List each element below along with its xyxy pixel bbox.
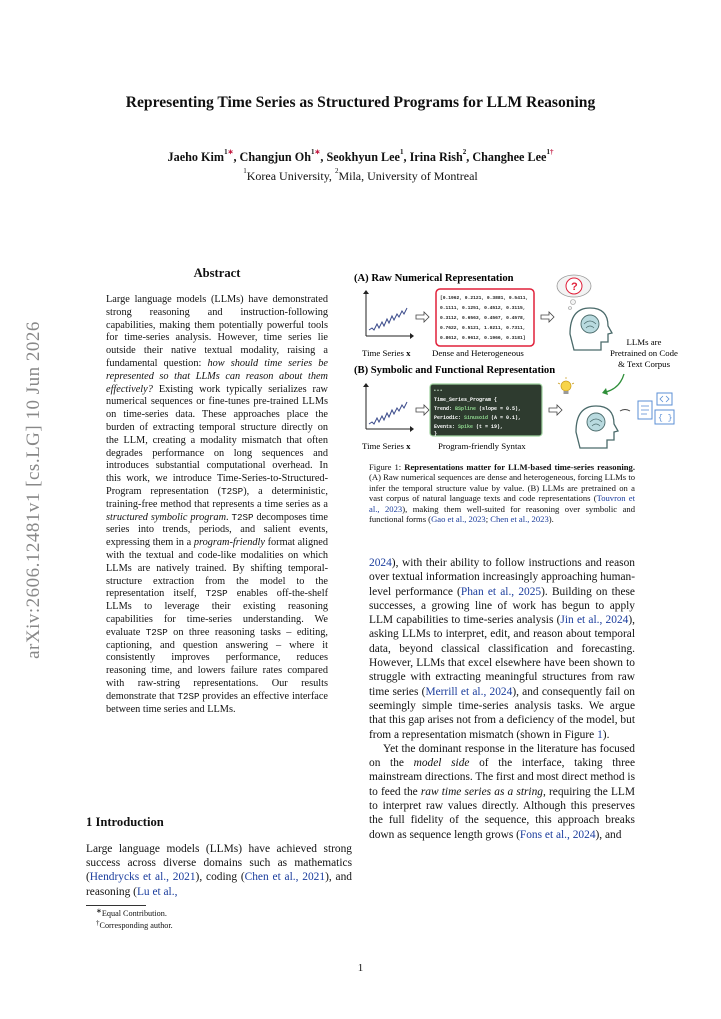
footnote-rule	[86, 905, 146, 906]
paper-title: Representing Time Series as Structured Programs for LLM Reasoning	[125, 94, 596, 111]
body-text: ).	[602, 728, 610, 741]
body-text: ), and consequently fail on seemingly simple time-series analysis tasks. We argue that this gap arises not from a deficiency of the model, but from a representation mismatch (shown in Figure	[369, 685, 635, 741]
intro-text: ), coding (	[195, 871, 245, 884]
author-mark: ∗	[314, 148, 321, 156]
body-emph: model side	[413, 757, 470, 770]
time-series-plot-b	[363, 383, 414, 432]
right-column-body	[369, 556, 635, 842]
page-number: 1	[357, 962, 364, 974]
abstract-emph: program-friendly	[193, 537, 265, 549]
caption-text: ;	[485, 514, 491, 525]
t2sp-code: T2SP	[205, 588, 228, 600]
intro-text: Large language models (LLMs) have achieved strong success across diverse domains such as mathematics (	[86, 843, 352, 884]
arxiv-id: arXiv:2606.12481v1 [cs.LG] 10 Jun 2026	[23, 321, 44, 659]
abstract-body	[106, 294, 328, 716]
program-line: Trend: BSpline (slope = 0.5),	[434, 406, 522, 412]
raw-line: 0.3112, 0.6563, 0.4567, 0.4578,	[440, 316, 526, 321]
affil-sup-2: 2	[334, 167, 339, 175]
body-emph: raw time series as a string	[420, 785, 543, 798]
body-text: Yet the dominant response in the literature has focused on the	[369, 742, 635, 770]
intro-text: ), and reasoning (	[86, 871, 352, 898]
ts-label-a: Time Series x	[362, 348, 411, 358]
footnote-mark: ∗	[96, 907, 102, 915]
author-affil-sup: 2	[462, 148, 467, 156]
figure-caption	[369, 462, 635, 524]
arrow-icon	[416, 405, 429, 415]
citation-link[interactable]: Hendrycks et al., 2021	[89, 871, 196, 884]
abstract-text: on three reasoning tasks – editing, captioning, and question answering – where it consistently improves performance, reduces reasoning time, and lowers failure rates compared with raw-string representations. Our results demonstrate that	[106, 626, 328, 702]
citation-link[interactable]: Fons et al., 2024	[519, 828, 596, 841]
author-mark: ∗	[227, 148, 234, 156]
citation-link[interactable]: Lu et al.,	[136, 885, 178, 898]
window-dots-icon: • • •	[434, 388, 443, 394]
figure-label-a: (A) Raw Numerical Representation	[354, 273, 514, 284]
arrow-icon	[416, 312, 429, 322]
figure-ref-link[interactable]: 1	[597, 728, 603, 741]
author-separator: ,	[233, 150, 240, 164]
footnote-text: Corresponding author.	[99, 921, 173, 930]
lightbulb-icon	[558, 377, 574, 394]
citation-link[interactable]: 2024	[369, 557, 392, 569]
program-label: Program-friendly Syntax	[438, 441, 526, 451]
intro-paragraph	[86, 842, 352, 899]
time-series-plot-a	[363, 290, 414, 339]
t2sp-code: T2SP	[145, 626, 168, 638]
author-name: Irina Rish	[409, 150, 463, 164]
footnote-text: Equal Contribution.	[101, 909, 167, 918]
author-affil-sup: 1	[399, 148, 404, 156]
body-text: ), with their ability to follow instructions and reason over textual information increasingly approaching human-level performance (	[369, 557, 636, 598]
thought-bubble-icon	[557, 275, 591, 310]
raw-line: 0.7622, 0.5121, 1.0211, 0.7311,	[440, 326, 526, 331]
author-affil-sup: 1∗	[311, 148, 321, 156]
t2sp-code: T2SP	[231, 511, 254, 523]
abstract-emph: structured symbolic program	[106, 511, 227, 523]
author-affil-sup: 1∗	[224, 148, 234, 156]
raw-line: 0.1111, 0.1251, 0.4512, 0.3115,	[440, 306, 526, 311]
caption-number: Figure 1:	[369, 462, 405, 472]
code-window-icon	[657, 393, 672, 405]
caption-text: ).	[548, 514, 554, 525]
abstract-text: .	[226, 511, 232, 523]
body-text: , requiring the LLM to interpret raw values directly. Although this preserves the full fidelity of the sequence, this approach breaks down as sequence length grows (	[369, 785, 636, 841]
program-line: Events: Spike (t = 19),	[434, 424, 504, 430]
affil-sup-1: 1	[243, 167, 247, 175]
author-separator: ,	[320, 150, 327, 164]
llm-head-icon	[570, 308, 612, 350]
program-line: }	[434, 431, 438, 437]
author-name: Changjun Oh	[239, 150, 312, 164]
curved-arrow-icon	[606, 374, 624, 392]
footnote-corresponding	[96, 921, 173, 930]
arrow-icon	[549, 405, 562, 415]
citation-link[interactable]: Chen et al., 2021	[244, 871, 326, 884]
author-name: Changhee Lee	[472, 150, 547, 164]
llm-label-line: LLMs are	[626, 337, 662, 347]
citation-link[interactable]: Gao et al., 2023	[431, 514, 486, 525]
body-text: ), and	[595, 828, 622, 841]
footnote-equal	[96, 909, 167, 918]
citation-link[interactable]: Jin et al., 2024	[560, 614, 629, 627]
llm-head-icon	[576, 406, 618, 448]
program-line: Periodic: Sinusoid (A = 0.1),	[434, 415, 522, 421]
footnote-mark: †	[96, 919, 100, 927]
t2sp-code: T2SP	[177, 690, 200, 702]
body-text: ), asking LLMs to interpret, edit, and reason about temporal data, beyond classical classification and forecasting. However, LLMs that excel elsewhere have been shown to struggle with extracting meaningful structures from raw time series (	[369, 614, 635, 698]
raw-line: [0.1962, 0.2121, 0.3881, 0.5411,	[440, 296, 529, 301]
affil-org-1: Korea University,	[246, 169, 335, 183]
author-name: Jaeho Kim	[167, 150, 225, 164]
citation-link[interactable]: Merrill et al., 2024	[425, 685, 513, 698]
llm-label-line: & Text Corpus	[617, 359, 671, 369]
arxiv-sidebar	[18, 300, 50, 680]
braces-glyph: { }	[658, 414, 673, 423]
braces-icon	[655, 410, 674, 424]
section-heading-introduction: 1 Introduction	[86, 815, 164, 829]
t2sp-code: T2SP	[221, 485, 244, 497]
llm-label	[610, 337, 678, 369]
body-text: ). Building on these successes, a growing line of work has begun to apply LLM capabilities to time-series analysis (	[369, 585, 635, 627]
body-paragraph	[369, 742, 635, 842]
citation-link[interactable]: Phan et al., 2025	[460, 585, 542, 598]
abstract-text: ), a deterministic, training-free method that represents a time series as a	[106, 485, 328, 510]
figure-label-b: (B) Symbolic and Functional Representation	[354, 365, 556, 376]
arrow-icon	[541, 312, 554, 322]
abstract-text: Existing work typically serializes raw numerical sequences or fine-tunes pre-trained LLMs on time-series data. These approaches place the burden of extracting temporal structure directly on the LLM, creating a modality mismatch that often degrades performance on long sequences and introduces substantial computational overhead. In this work, we introduce Time-Series-to-Structured-Program representation (	[106, 383, 328, 497]
author-list	[0, 150, 721, 165]
question-mark: ?	[571, 281, 578, 293]
raw-line: 0.8612, 0.9612, 0.1966, 0.3181]	[440, 336, 526, 341]
author-name: Seokhyun Lee	[326, 150, 400, 164]
author-mark: †	[549, 148, 554, 156]
abstract-text: Large language models (LLMs) have demonstrated strong reasoning and instruction-following capabilities, making them potentially powerful tools for time-series analysis. However, time series lie outside their native textual modality, raising a fundamental question:	[106, 294, 328, 369]
citation-link[interactable]: Touvron et al., 2023	[369, 493, 635, 514]
dense-label: Dense and Heterogeneous	[432, 348, 524, 358]
body-text: of the interface, taking three mainstream directions. The first and most direct method is to feed the	[369, 757, 635, 798]
document-icon	[638, 401, 652, 419]
affil-org-2: Mila, University of Montreal	[338, 169, 478, 183]
abstract-text: format aligned with the textual and code-like modalities on which LLMs are natively trained. By shifting temporal-structure extraction from the model to the representation itself,	[106, 537, 328, 600]
author-separator: ,	[403, 150, 410, 164]
abstract-text: enables off-the-shelf LLMs to leverage their existing reasoning capabilities for time-series understanding. We evaluate	[106, 588, 328, 638]
caption-text: ), making them well-suited for reasoning over symbolic and functional forms (	[369, 503, 635, 525]
author-separator: ,	[466, 150, 473, 164]
abstract-text: decomposes time series into trends, periods, and salient events, expressing them in a	[106, 511, 328, 549]
author-affil-sup: 1†	[546, 148, 554, 156]
caption-bold: Representations matter for LLM-based time-series reasoning.	[404, 462, 635, 472]
caption-text: (A) Raw numerical sequences are dense and heterogeneous, forcing LLMs to infer the temporal structure value by value. (B) LLMs are pretrained on a vast corpus of natural language texts and code representations (	[369, 472, 635, 504]
abstract-heading: Abstract	[193, 266, 241, 280]
figure-1	[352, 266, 692, 458]
ts-label-b: Time Series x	[362, 441, 411, 451]
abstract-text: provides an effective interface between time series and LLMs.	[106, 690, 328, 715]
llm-label-line: Pretrained on Code	[610, 348, 678, 358]
affiliations	[0, 169, 721, 184]
citation-link[interactable]: Chen et al., 2023	[490, 514, 549, 525]
program-line: Time_Series_Program {	[434, 397, 498, 403]
wave-link-icon	[620, 410, 630, 412]
abstract-question: how should time series be represented so that LLMs can reason about them effectively?	[106, 357, 328, 395]
